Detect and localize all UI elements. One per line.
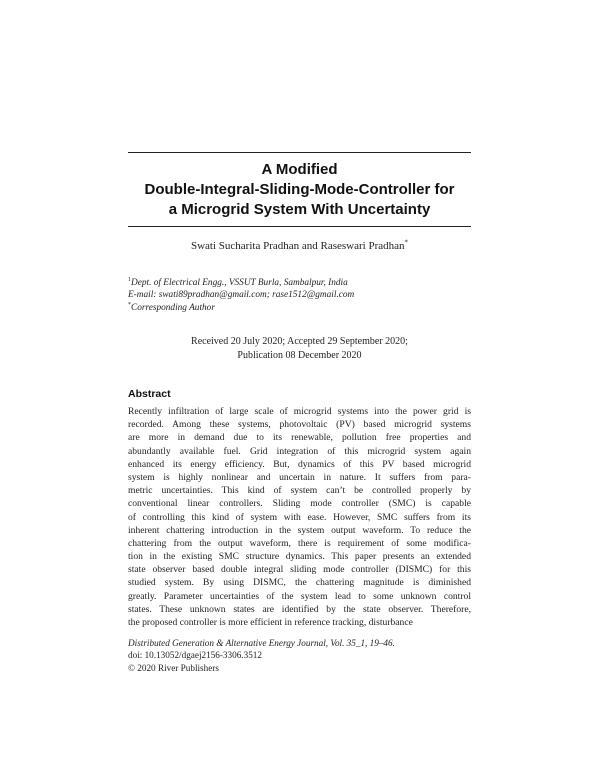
abstract-line: chattering from the output waveform, there is requirement of some modifica- [128, 537, 471, 549]
abstract-body [128, 405, 471, 629]
affiliation-email: E-mail: swati89pradhan@gmail.com; rase1512@gmail.com [128, 290, 355, 301]
affiliation-block [128, 277, 471, 314]
corresponding-note-marker: * [128, 301, 131, 308]
title-bottom-rule [128, 226, 471, 227]
abstract-line: states. These unknown states are identified by the state observer. Therefore, [128, 603, 471, 615]
publication-dates [128, 335, 471, 362]
abstract-line: abundantly available fuel. Grid integration of this microgrid system again [128, 445, 471, 457]
affiliation-dept [128, 277, 471, 289]
doi-line: doi: 10.13052/dgaej2156-3306.3512 [128, 650, 262, 661]
abstract-line: greatly. Parameter uncertainties of the system lead to some unknown control [128, 590, 471, 602]
abstract-line: enhanced its energy efficiency. But, dynamics of this PV based microgrid [128, 458, 471, 470]
paper-title [128, 160, 471, 220]
corresponding-note-text: Corresponding Author [131, 302, 215, 313]
copyright-line: © 2020 River Publishers [128, 662, 219, 673]
journal-citation: Distributed Generation & Alternative Energy Journal, Vol. 35_1, 19–46. [128, 638, 395, 648]
abstract-line: conventional linear controllers. Sliding mode controller (SMC) is capable [128, 498, 471, 510]
title-line: a Microgrid System With Uncertainty [168, 201, 431, 218]
dates-line: Received 20 July 2020; Accepted 29 September 2020; [191, 336, 408, 347]
abstract-line: are more in demand due to its renewable, pollution free properties and [128, 432, 471, 444]
affiliation-dept-text: Dept. of Electrical Engg., VSSUT Burla, Sambalpur, India [131, 278, 348, 288]
abstract-heading: Abstract [128, 388, 171, 400]
author-names: Swati Sucharita Pradhan and Raseswari Pradhan [190, 240, 405, 252]
title-line: A Modified [261, 161, 338, 178]
abstract-line: tion in the existing SMC structure dynamics. This paper presents an extended [128, 551, 471, 563]
abstract-line: metric uncertainties. This kind of system can’t be controlled properly by [128, 485, 471, 497]
abstract-line: inherent chattering introduction in the system output waveform. To reduce the [128, 524, 471, 536]
abstract-line: the proposed controller is more efficient in reference tracking, disturbance [128, 617, 413, 628]
page-footer [128, 637, 471, 674]
abstract-line: Recently infiltration of large scale of microgrid systems into the power grid is [128, 406, 471, 417]
title-top-rule [128, 152, 471, 153]
abstract-line: of controlling this kind of system with ease. However, SMC suffers from its [128, 511, 471, 523]
title-line: Double-Integral-Sliding-Mode-Controller for [144, 181, 455, 198]
abstract-line: system is highly nonlinear and uncertain in nature. It suffers from para- [128, 471, 471, 483]
corresponding-marker: * [404, 238, 409, 247]
abstract-line: state observer based double integral sliding mode controller (DISMC) for this [128, 564, 471, 576]
dates-line: Publication 08 December 2020 [237, 349, 362, 361]
abstract-line: studied system. By using DISMC, the chattering magnitude is diminished [128, 577, 471, 589]
affiliation-marker: 1 [128, 276, 131, 283]
author-list [128, 240, 471, 252]
abstract-line: recorded. Among these systems, photovoltaic (PV) based microgrid systems [128, 419, 471, 431]
corresponding-note [128, 302, 471, 314]
